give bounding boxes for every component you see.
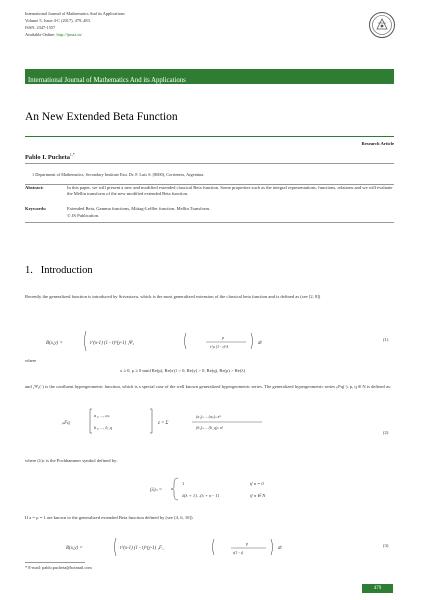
equation-3 <box>66 536 346 559</box>
author-rule <box>25 163 394 164</box>
pochhammer-equation <box>150 476 330 503</box>
section-title: Introduction <box>40 265 93 276</box>
equation-2 <box>62 406 362 437</box>
svg-text:dt: dt <box>278 546 282 551</box>
available-online-line <box>25 32 82 39</box>
intro-paragraph-1: Recently the generalized function is introduced by Srivastava, which is the most generalized extension of the classical beta function and is defined as (see [2, 8]) <box>25 294 321 299</box>
banner-title: International Journal of Mathematics And its Applications <box>28 77 186 84</box>
svg-text:a₁, ..., aₚ: a₁, ..., aₚ <box>94 413 110 418</box>
journal-banner <box>25 69 394 84</box>
equation-3-number: (3) <box>383 543 389 548</box>
article-type: Research Article <box>361 141 394 146</box>
svg-text:b₁, ..., b_q: b₁, ..., b_q <box>94 425 112 430</box>
footnote-email: * E-mail: pablo.pucheta@hotmail.com <box>25 565 92 570</box>
where-label-2: where (λ)ₙ is the Pochhammer symbol defined by: <box>25 458 118 463</box>
volume-line: Volume 5, Issue 4-C (2017), 479–483. <box>25 18 91 23</box>
paper-title: An New Extended Beta Function <box>25 111 178 123</box>
author-name: Pablo I. Pucheta <box>25 154 70 162</box>
svg-text:λ(λ + 1)...(λ + n - 1): λ(λ + 1)...(λ + n - 1) <box>182 493 220 498</box>
svg-text:t^(x-1) (1 - t)^(y-1) ₁F₁: t^(x-1) (1 - t)^(y-1) ₁F₁ <box>120 546 164 551</box>
svg-text:B(x,y) =: B(x,y) = <box>66 546 83 551</box>
journal-line: International Journal of Mathematics And its Applications <box>25 11 125 16</box>
svg-text:if n ∈ N: if n ∈ N <box>250 493 266 498</box>
svg-text:(b₁)ₙ ... (b_q)ₙ n!: (b₁)ₙ ... (b_q)ₙ n! <box>196 425 224 430</box>
available-label: Available Online: <box>25 32 56 37</box>
where-label-1: where <box>25 358 37 363</box>
equation-1-number: (1) <box>383 337 389 342</box>
journal-seal-icon <box>369 12 395 38</box>
svg-text:z = Σ: z = Σ <box>158 421 169 426</box>
abstract-label: Abstract: <box>25 185 44 190</box>
title-rule <box>25 136 394 137</box>
svg-text:t^μ (1 - t)^λ: t^μ (1 - t)^λ <box>210 344 229 349</box>
journal-link[interactable]: http://ijmaa.in/ <box>56 32 82 37</box>
equation-1 <box>46 329 346 354</box>
svg-text:t^(x-1) (1 - t)^(y-1) ₁Ψ₁: t^(x-1) (1 - t)^(y-1) ₁Ψ₁ <box>90 341 135 346</box>
svg-text:(a₁)ₙ ... (aₚ)ₙ zⁿ: (a₁)ₙ ... (aₚ)ₙ zⁿ <box>196 414 221 419</box>
equation-2-number: (2) <box>383 430 389 435</box>
abstract-bottom-rule <box>25 222 394 223</box>
svg-text:p: p <box>222 335 224 340</box>
intro-paragraph-2: and ₁Ψ₁(·) is the confluent hypergeometric function, which is a special case of the well known generalized hypergeometric series. The generalized hypergeometric series ₚFq(·), p, q ∈ N is defined as: <box>25 384 392 389</box>
svg-text:if n = 0: if n = 0 <box>250 481 264 486</box>
abstract-text: In this paper, we will present a new and modified extended classical Beta function. Some properties such as the integral representations, functions, relations and we will evaluate the Mellin transform of the new modified extended Beta function. <box>67 185 393 197</box>
condition-line: x ≥ 0, μ ≥ 0 min{Re(p), Re(x)} > 0, Re(y) > 0, Re(q), Re(ρ) > Re(λ) <box>120 368 246 373</box>
svg-text:dt: dt <box>258 341 262 346</box>
svg-text:t(1 - t): t(1 - t) <box>233 550 244 555</box>
section-number: 1. <box>25 265 33 276</box>
copyright: © JS Publication. <box>67 213 100 218</box>
author-mark: 1,* <box>69 153 75 157</box>
page-number-badge: 479 <box>362 584 393 593</box>
svg-text:ₚFq: ₚFq <box>62 421 70 426</box>
keywords-label: Keywords: <box>25 206 47 211</box>
issn-line: ISSN: 2347-1557 <box>25 25 56 30</box>
section-heading <box>25 265 93 276</box>
svg-text:(λ)ₙ =: (λ)ₙ = <box>150 488 163 493</box>
svg-text:B(x,y) =: B(x,y) = <box>46 341 63 346</box>
affiliation: 1 Department of Mathematics, Secondary Institute Ezu. Dr. F. Luis S. (8000), Corrientes, Argentina. <box>32 172 205 177</box>
author-block <box>25 153 75 161</box>
svg-text:1: 1 <box>182 481 185 486</box>
keywords-text: Extended Beta, Gamma functions, Mittag-Leffler function, Mellin Transform. <box>67 206 211 211</box>
intro-paragraph-3: If a = μ = 1 are known to the generalized extended Beta function defined by (see [4, 6, 10]) <box>25 515 193 520</box>
svg-text:p: p <box>246 541 248 546</box>
